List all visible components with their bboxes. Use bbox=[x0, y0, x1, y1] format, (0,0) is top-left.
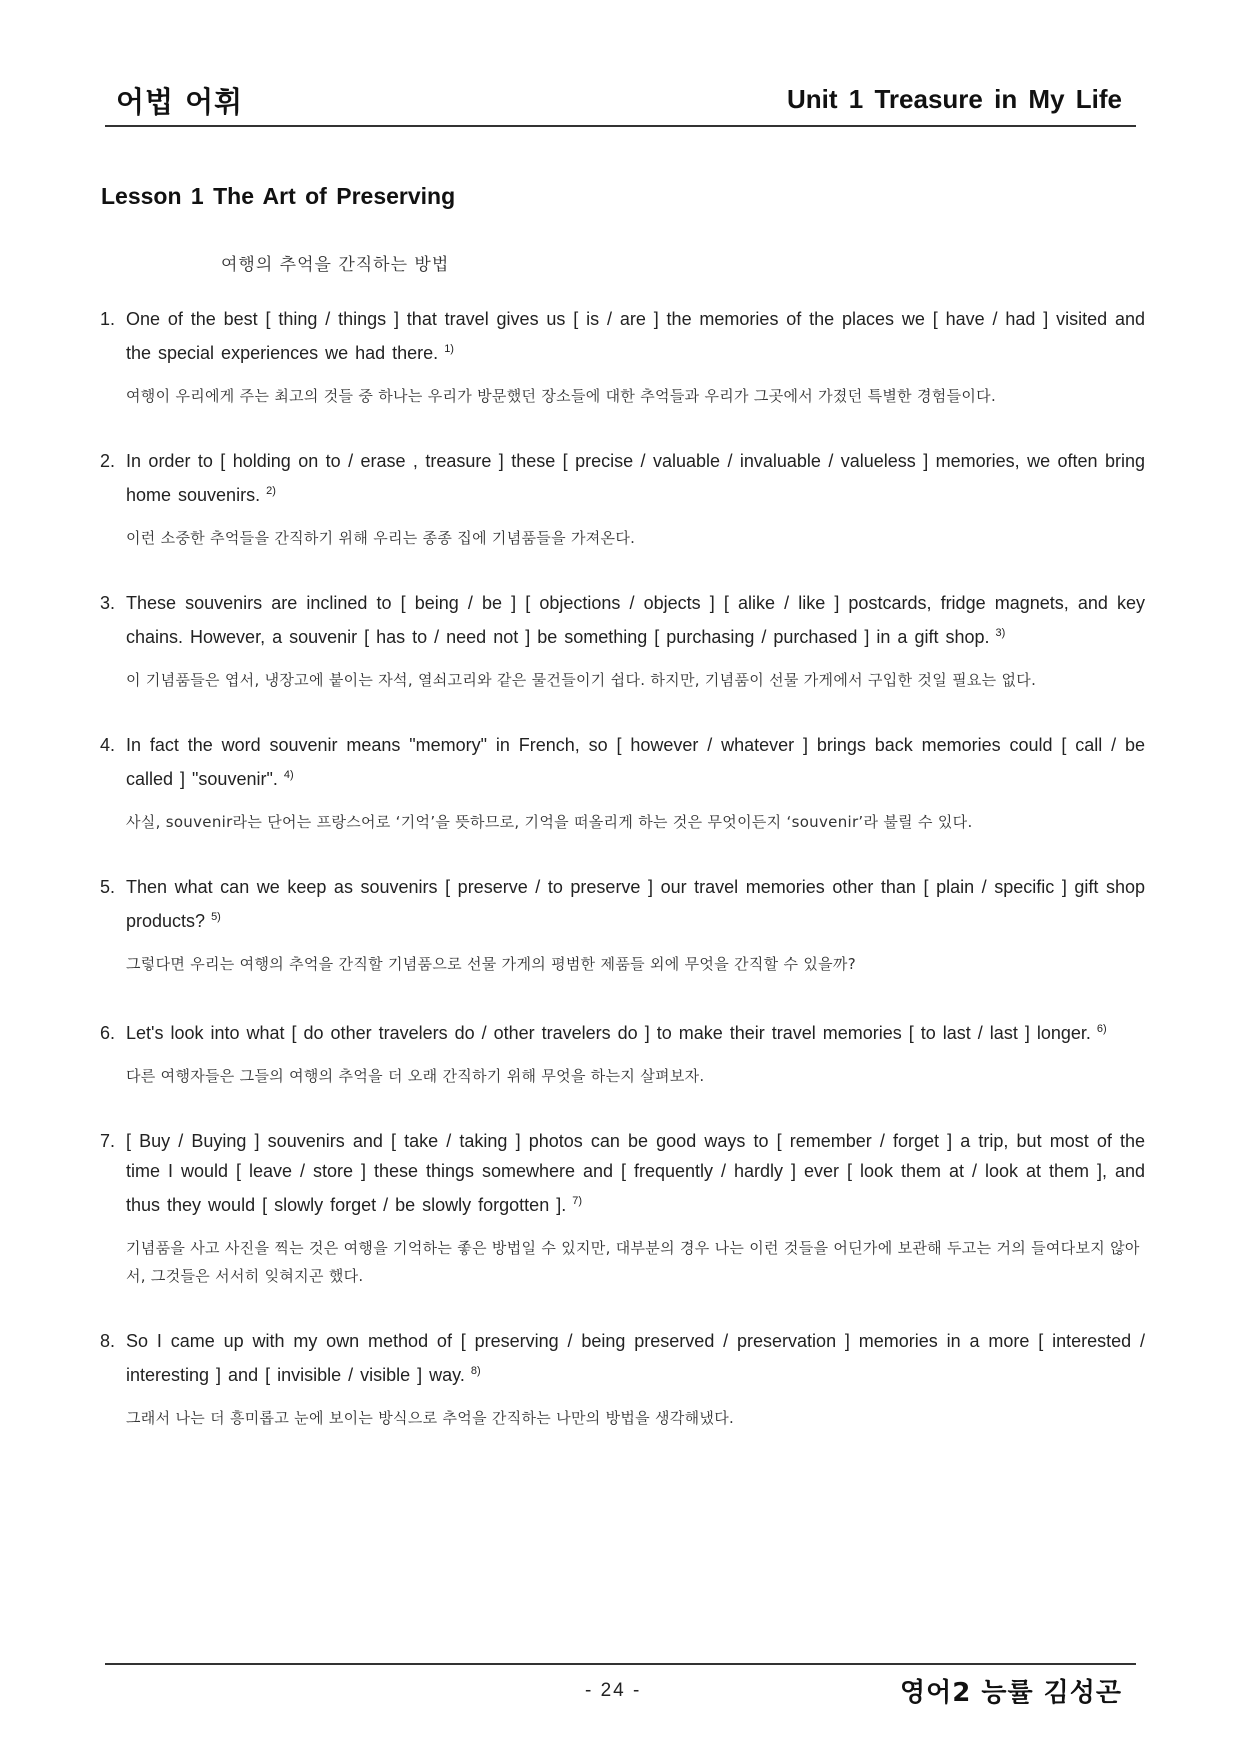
english-sentence bbox=[100, 1126, 1145, 1220]
item-number: 4. bbox=[100, 735, 116, 755]
sentence-text: One of the best [ thing / things ] that travel gives us [ is / are ] the memories of the places we [ have / had ] visited and the special experiences we had there. bbox=[126, 309, 1145, 363]
header-divider bbox=[105, 125, 1136, 127]
item-number: 6. bbox=[100, 1023, 116, 1043]
sentence-text: Let's look into what [ do other travelers do / other travelers do ] to make their travel memories [ to last / last ] longer. bbox=[126, 1023, 1091, 1043]
english-sentence bbox=[100, 446, 1145, 510]
english-sentence bbox=[100, 1326, 1145, 1390]
item-number: 3. bbox=[100, 593, 116, 613]
footnote-marker: 1) bbox=[444, 343, 454, 355]
footnote-marker: 4) bbox=[283, 769, 294, 781]
exercise-item bbox=[100, 730, 1145, 836]
exercise-item bbox=[100, 1126, 1145, 1290]
korean-translation: 그래서 나는 더 흥미롭고 눈에 보이는 방식으로 추억을 간직하는 나만의 방법을 생각해냈다. bbox=[126, 1409, 735, 1427]
korean-translation: 이 기념품들은 엽서, 냉장고에 붙이는 자석, 열쇠고리와 같은 물건들이기 쉽다. 하지만, 기념품이 선물 가게에서 구입한 것일 필요는 없다. bbox=[126, 671, 1037, 689]
exercise-item bbox=[100, 1014, 1145, 1090]
lesson-subtitle: 여행의 추억을 간직하는 방법 bbox=[221, 255, 450, 275]
item-number: 2. bbox=[100, 451, 116, 471]
korean-translation: 다른 여행자들은 그들의 여행의 추억을 더 오래 간직하기 위해 무엇을 하는지 살펴보자. bbox=[126, 1067, 705, 1085]
sentence-text: These souvenirs are inclined to [ being / be ] [ objections / objects ] [ alike / like ] postcards, fridge magnets, and key chains. However, a souvenir [ has to / need not ] be something [ purchasing / purchased ] in a gift shop. bbox=[126, 593, 1145, 647]
sentence-text: [ Buy / Buying ] souvenirs and [ take / taking ] photos can be good ways to [ remember / forget ] a trip, but most of the time I would [ leave / store ] these things somewhere and [ frequently / hardly ] ever [ look them at / look at them ], and thus they would [ slowly forget / be slowly forgotten ]. bbox=[126, 1131, 1145, 1215]
korean-translation: 기념품을 사고 사진을 찍는 것은 여행을 기억하는 좋은 방법일 수 있지만, 대부분의 경우 나는 이런 것들을 어딘가에 보관해 두고는 거의 들여다보지 않아서, 그것들은 서서히 잊혀지곤 했다. bbox=[126, 1239, 1140, 1285]
exercise-item bbox=[100, 1326, 1145, 1432]
footnote-marker: 6) bbox=[1096, 1023, 1107, 1035]
item-number: 1. bbox=[100, 309, 116, 329]
sentence-text: In fact the word souvenir means "memory" in French, so [ however / whatever ] brings back memories could [ call / be called ] "souvenir". bbox=[126, 735, 1145, 789]
unit-title: Unit 1 Treasure in My Life bbox=[787, 84, 1122, 114]
english-sentence bbox=[100, 1014, 1145, 1048]
korean-translation: 그렇다면 우리는 여행의 추억을 간직할 기념품으로 선물 가게의 평범한 제품들 외에 무엇을 간직할 수 있을까? bbox=[126, 955, 856, 973]
korean-translation: 이런 소중한 추억들을 간직하기 위해 우리는 종종 집에 기념품들을 가져온다. bbox=[126, 529, 636, 547]
sentence-text: So I came up with my own method of [ preserving / being preserved / preservation ] memories in a more [ interested / interesting ] and [ invisible / visible ] way. bbox=[126, 1331, 1145, 1385]
english-sentence bbox=[100, 730, 1145, 794]
lesson-title: Lesson 1 The Art of Preserving bbox=[101, 183, 456, 209]
section-title: 어법 어휘 bbox=[116, 85, 244, 119]
english-sentence bbox=[100, 872, 1145, 936]
english-sentence bbox=[100, 588, 1145, 652]
item-number: 8. bbox=[100, 1331, 116, 1351]
page-number: - 24 - bbox=[585, 1680, 642, 1701]
sentence-text: Then what can we keep as souvenirs [ preserve / to preserve ] our travel memories other than [ plain / specific ] gift shop products? bbox=[126, 877, 1145, 931]
footer-divider bbox=[105, 1663, 1136, 1665]
korean-translation: 여행이 우리에게 주는 최고의 것들 중 하나는 우리가 방문했던 장소들에 대한 추억들과 우리가 그곳에서 가졌던 특별한 경험들이다. bbox=[126, 387, 997, 405]
sentence-text: In order to [ holding on to / erase , treasure ] these [ precise / valuable / invaluable / valueless ] memories, we often bring home souvenirs. bbox=[126, 451, 1145, 505]
item-number: 7. bbox=[100, 1131, 116, 1151]
exercise-list bbox=[100, 304, 1145, 1432]
exercise-item bbox=[100, 304, 1145, 410]
exercise-item bbox=[100, 446, 1145, 552]
footnote-marker: 3) bbox=[995, 627, 1006, 639]
english-sentence bbox=[100, 304, 1145, 368]
exercise-item bbox=[100, 872, 1145, 978]
footnote-marker: 7) bbox=[572, 1195, 582, 1207]
korean-translation: 사실, souvenir라는 단어는 프랑스어로 ‘기억’을 뜻하므로, 기억을 떠올리게 하는 것은 무엇이든지 ‘souvenir’라 불릴 수 있다. bbox=[126, 813, 973, 831]
item-number: 5. bbox=[100, 877, 116, 897]
footnote-marker: 8) bbox=[470, 1365, 481, 1377]
footnote-marker: 2) bbox=[266, 485, 276, 497]
footer-credit: 영어2 능률 김성곤 bbox=[899, 1678, 1122, 1708]
footnote-marker: 5) bbox=[211, 911, 221, 923]
exercise-item bbox=[100, 588, 1145, 694]
